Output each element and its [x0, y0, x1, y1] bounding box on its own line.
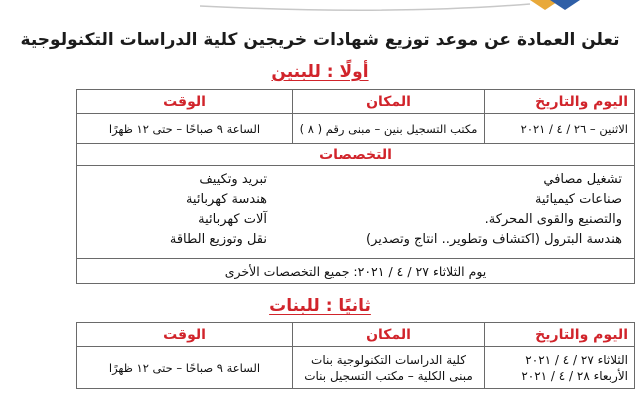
- girls-section-title: ثانيًا : للبنات: [269, 296, 371, 316]
- girls-time-cell: الساعة ٩ صباحًا – حتى ١٢ ظهرًا: [77, 347, 293, 389]
- specializations-left-list: [87, 170, 267, 250]
- list-item: نقل وتوزيع الطاقة: [169, 232, 267, 247]
- list-item: آلات كهربائية: [198, 212, 267, 227]
- header-time: الوقت: [77, 323, 293, 347]
- boys-place-cell: مكتب التسجيل بنين – مبنى رقم ( ٨ ): [293, 114, 485, 144]
- header-place: المكان: [293, 323, 485, 347]
- list-item: تشغيل مصافي: [543, 172, 622, 187]
- boys-schedule-table: [76, 89, 635, 284]
- other-specializations-note: يوم الثلاثاء ٢٧ / ٤ / ٢٠٢١: جميع التخصصات الأخرى: [77, 259, 635, 284]
- girls-schedule-table: [76, 322, 635, 389]
- header-date: اليوم والتاريخ: [485, 90, 635, 114]
- girls-date-cell: [485, 347, 635, 389]
- girls-place-line: كلية الدراسات التكنولوجية بنات: [311, 352, 466, 367]
- boys-date-cell: الاثنين – ٢٦ / ٤ / ٢٠٢١: [485, 114, 635, 144]
- table-row: [77, 347, 635, 389]
- table-header-row: [77, 90, 635, 114]
- header-time: الوقت: [77, 90, 293, 114]
- specializations-list-cell: [77, 166, 635, 259]
- announcement-heading: تعلن العمادة عن موعد توزيع شهادات خريجين كلية الدراسات التكنولوجية: [20, 30, 620, 50]
- boys-time-cell: الساعة ٩ صباحًا – حتى ١٢ ظهرًا: [77, 114, 293, 144]
- girls-date-line: الأربعاء ٢٨ / ٤ / ٢٠٢١: [521, 368, 628, 383]
- list-item: صناعات كيميائية: [534, 192, 622, 207]
- list-item: هندسة كهربائية: [185, 192, 267, 207]
- girls-place-cell: [293, 347, 485, 389]
- girls-place-line: مبنى الكلية – مكتب التسجيل بنات: [304, 368, 473, 383]
- logo-band-decoration: [200, 0, 620, 14]
- header-date: اليوم والتاريخ: [485, 323, 635, 347]
- list-item: تبريد وتكييف: [199, 172, 267, 187]
- table-row: [77, 114, 635, 144]
- boys-section-title: أولًا : للبنين: [271, 62, 369, 82]
- list-item: هندسة البترول (اكتشاف وتطوير.. انتاج وتصدير): [366, 232, 622, 247]
- specializations-right-list: [366, 170, 622, 250]
- list-item: والتصنيع والقوى المحركة.: [484, 212, 622, 227]
- table-header-row: [77, 323, 635, 347]
- specializations-heading: التخصصات: [77, 144, 635, 166]
- girls-date-line: الثلاثاء ٢٧ / ٤ / ٢٠٢١: [525, 352, 628, 367]
- header-place: المكان: [293, 90, 485, 114]
